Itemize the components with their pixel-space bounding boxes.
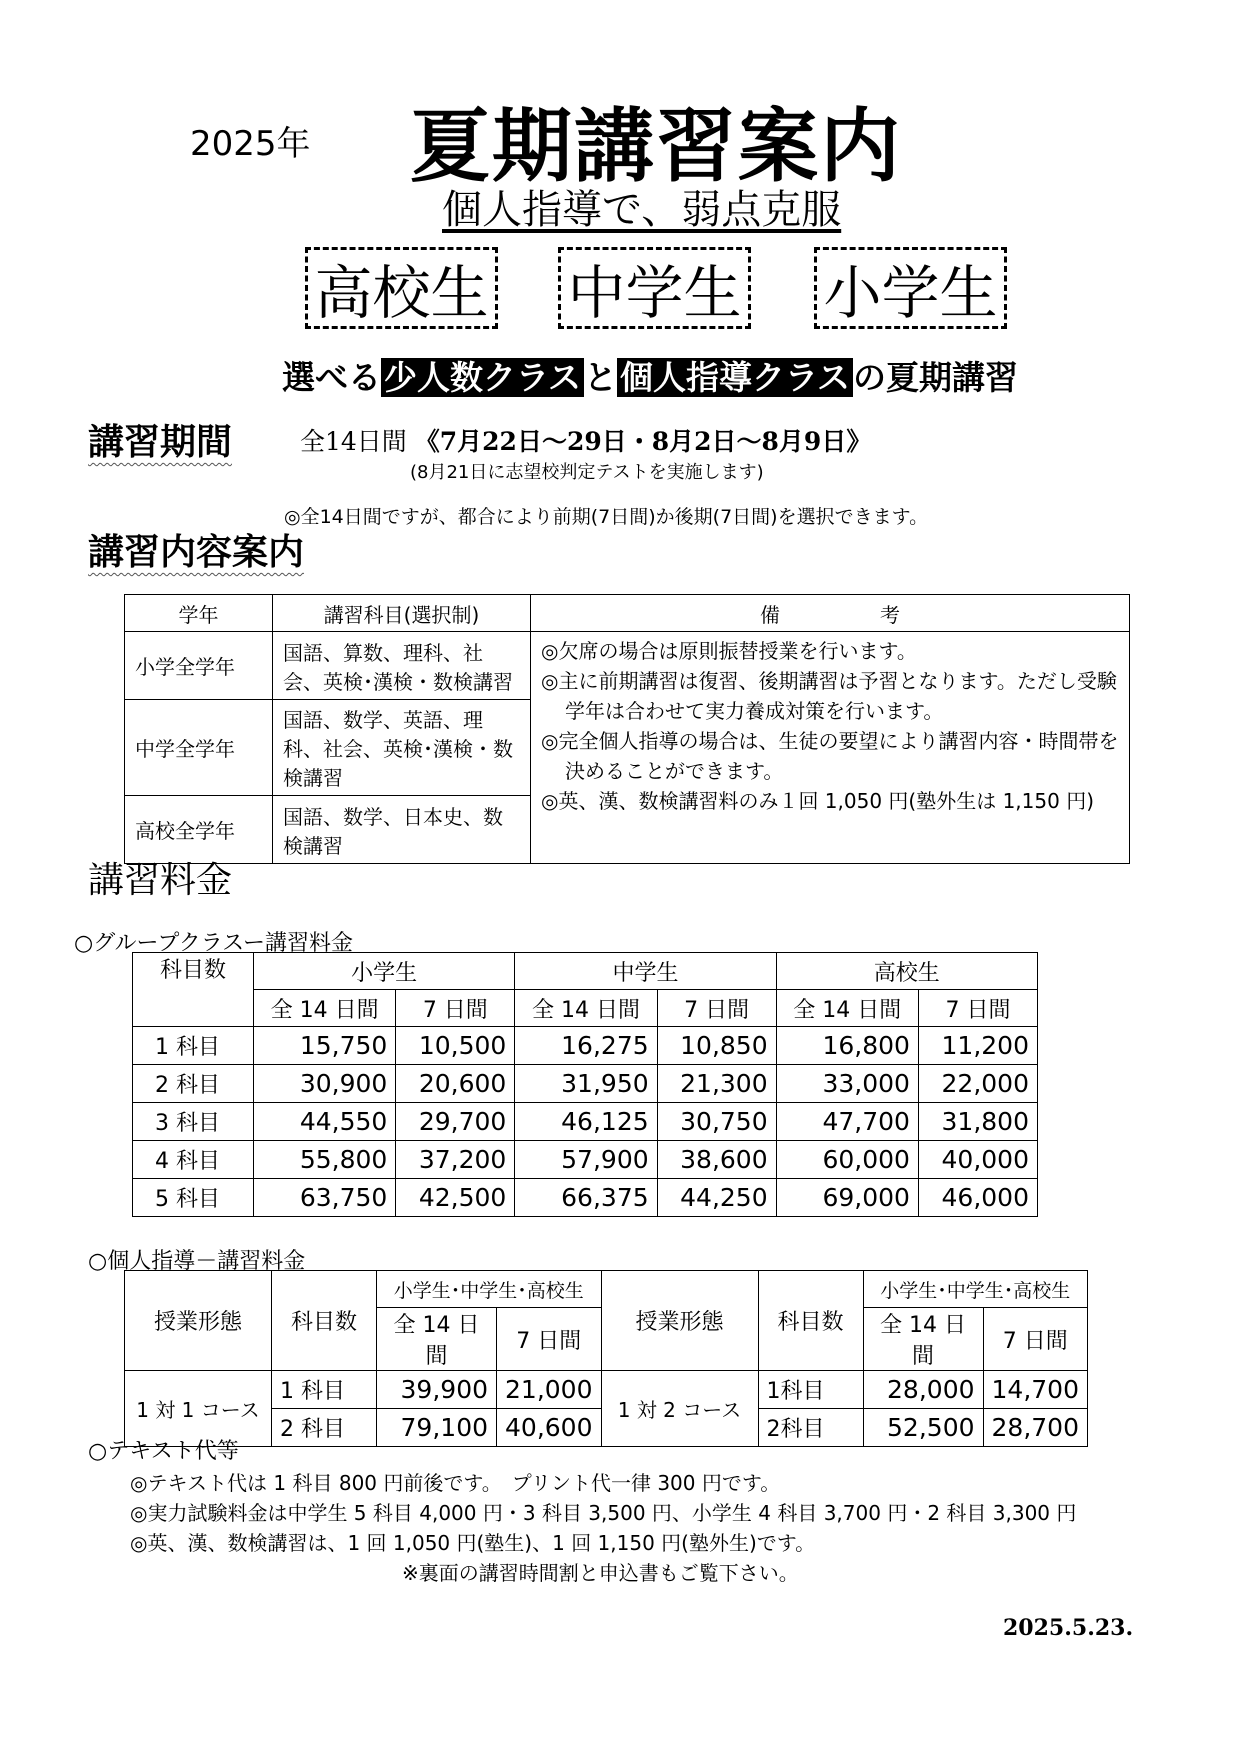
remark-item: ◎完全個人指導の場合は、生徒の要望により講習内容・時間帯を決めることができます。 (541, 729, 1119, 783)
period-days: 全14日間 (300, 427, 407, 456)
fee-cell: 30,900 (254, 1065, 396, 1103)
form-header: 授業形態 (125, 1271, 272, 1371)
fee-cell: 31,950 (515, 1065, 657, 1103)
period-header: 全 14 日間 (377, 1308, 497, 1371)
group-fee-table (132, 952, 1038, 1217)
subtitle-post: の夏期講習 (853, 358, 1019, 397)
remark-item: ◎主に前期講習は復習、後期講習は予習となります。ただし受験学年は合わせて実力養成対策を行います。 (541, 669, 1117, 723)
subjects-cell: 国語、数学、英語、理科、社会、英検･漢検・数検講習 (273, 700, 531, 796)
course-1to2: 1 対 2 コース (601, 1371, 758, 1447)
individual-fee-table (124, 1270, 1088, 1447)
fees-heading: 講習料金 (88, 860, 233, 901)
corner-header: 科目数 (133, 953, 254, 1027)
fee-cell: 40,000 (918, 1141, 1037, 1179)
remark-item: ◎英、漢、数検講習料のみ１回 1,050 円(塾外生は 1,150 円) (541, 789, 1094, 813)
period-header: 全 14 日間 (515, 990, 657, 1027)
subtitle-pre: 選べる (282, 358, 381, 397)
fee-cell: 60,000 (776, 1141, 918, 1179)
table-row (133, 1179, 1038, 1217)
subject-count: 3 科目 (133, 1103, 254, 1141)
fee-cell: 37,200 (396, 1141, 515, 1179)
note-line: ◎テキスト代は 1 科目 800 円前後です。 プリント代一律 300 円です。 (130, 1471, 781, 1495)
period-note: (8月21日に志望校判定テストを実施します) (410, 462, 764, 483)
text-fee-label: ○テキスト代等 (88, 1439, 239, 1464)
fee-cell: 42,500 (396, 1179, 515, 1217)
fee-cell: 16,275 (515, 1027, 657, 1065)
count-header: 科目数 (272, 1271, 377, 1371)
subject-count: 2 科目 (272, 1409, 377, 1447)
period-header: 7 日間 (497, 1308, 601, 1371)
tagline: 個人指導で、弱点克服 (442, 187, 842, 233)
subtitle (282, 352, 1018, 399)
subtitle-highlight-individual: 個人指導クラス (617, 358, 853, 397)
grade-box-high: 高校生 (305, 247, 498, 329)
grade-cell: 中学全学年 (125, 700, 273, 796)
level-header: 小学生･中学生･高校生 (863, 1271, 1088, 1308)
remark-item: ◎欠席の場合は原則振替授業を行います。 (541, 639, 917, 663)
subject-count: 1 科目 (272, 1371, 377, 1409)
subject-count: 2 科目 (133, 1065, 254, 1103)
period-range (300, 422, 871, 458)
issue-date: 2025.5.23. (1003, 1615, 1134, 1641)
fee-cell: 30,750 (657, 1103, 776, 1141)
note-line: ◎実力試験料金は中学生 5 科目 4,000 円・3 科目 3,500 円、小学生 4 科目 3,700 円・2 科目 3,300 円 (130, 1501, 1077, 1525)
col-remarks: 備 考 (531, 595, 1130, 632)
level-header: 高校生 (776, 953, 1037, 990)
fee-cell: 29,700 (396, 1103, 515, 1141)
grade-cell: 高校全学年 (125, 796, 273, 864)
subtitle-mid: と (584, 358, 618, 397)
footnote: ※裏面の講習時間割と申込書もご覧下さい。 (402, 1561, 799, 1585)
fee-cell: 40,600 (497, 1409, 601, 1447)
col-grade: 学年 (125, 595, 273, 632)
count-header: 科目数 (758, 1271, 863, 1371)
fee-cell: 63,750 (254, 1179, 396, 1217)
group-fee-label: ○グループクラスー講習料金 (74, 931, 354, 956)
fee-cell: 15,750 (254, 1027, 396, 1065)
page-title: 夏期講習案内 (410, 100, 902, 193)
level-header: 中学生 (515, 953, 776, 990)
fee-cell: 11,200 (918, 1027, 1037, 1065)
course-1to1: 1 対 1 コース (125, 1371, 272, 1447)
period-dates: 《7月22日～29日・8月2日～8月9日》 (414, 427, 872, 456)
subject-count: 1科目 (758, 1371, 863, 1409)
fee-cell: 66,375 (515, 1179, 657, 1217)
table-row (133, 1103, 1038, 1141)
grade-box-elementary: 小学生 (814, 247, 1007, 329)
fee-cell: 39,900 (377, 1371, 497, 1409)
table-row (133, 1141, 1038, 1179)
fee-cell: 33,000 (776, 1065, 918, 1103)
fee-cell: 38,600 (657, 1141, 776, 1179)
period-header: 7 日間 (983, 1308, 1087, 1371)
fee-cell: 46,000 (918, 1179, 1037, 1217)
fee-cell: 31,800 (918, 1103, 1037, 1141)
subtitle-highlight-small-class: 少人数クラス (381, 358, 584, 397)
fee-cell: 14,700 (983, 1371, 1087, 1409)
fee-cell: 57,900 (515, 1141, 657, 1179)
fee-cell: 69,000 (776, 1179, 918, 1217)
remarks-cell (531, 632, 1130, 864)
fee-cell: 10,500 (396, 1027, 515, 1065)
level-header: 小学生 (254, 953, 515, 990)
fee-cell: 52,500 (863, 1409, 983, 1447)
fee-cell: 55,800 (254, 1141, 396, 1179)
fee-cell: 21,300 (657, 1065, 776, 1103)
fee-cell: 47,700 (776, 1103, 918, 1141)
fee-cell: 20,600 (396, 1065, 515, 1103)
table-row (133, 1027, 1038, 1065)
fee-cell: 28,700 (983, 1409, 1087, 1447)
subjects-cell: 国語、算数、理科、社会、英検･漢検・数検講習 (273, 632, 531, 700)
fee-cell: 28,000 (863, 1371, 983, 1409)
note-line: ◎英、漢、数検講習は、1 回 1,050 円(塾生)、1 回 1,150 円(塾外生)です。 (130, 1531, 816, 1555)
subject-count: 5 科目 (133, 1179, 254, 1217)
subject-count: 2科目 (758, 1409, 863, 1447)
grade-cell: 小学全学年 (125, 632, 273, 700)
fee-cell: 46,125 (515, 1103, 657, 1141)
col-subjects: 講習科目(選択制) (273, 595, 531, 632)
subject-count: 1 科目 (133, 1027, 254, 1065)
period-heading: 講習期間 (88, 422, 233, 463)
fee-cell: 16,800 (776, 1027, 918, 1065)
text-fee-notes (130, 1468, 1076, 1588)
content-heading: 講習内容案内 (88, 532, 305, 573)
content-table (124, 594, 1130, 864)
fee-cell: 44,250 (657, 1179, 776, 1217)
period-header: 全 14 日間 (776, 990, 918, 1027)
level-header: 小学生･中学生･高校生 (377, 1271, 602, 1308)
period-header: 全 14 日間 (863, 1308, 983, 1371)
period-choice-note: ◎全14日間ですが、都合により前期(7日間)か後期(7日間)を選択できます。 (284, 506, 929, 528)
fee-cell: 44,550 (254, 1103, 396, 1141)
form-header: 授業形態 (601, 1271, 758, 1371)
subject-count: 4 科目 (133, 1141, 254, 1179)
individual-fee-label: ○個人指導－講習料金 (88, 1249, 306, 1274)
period-header: 7 日間 (657, 990, 776, 1027)
table-row (125, 1371, 1088, 1409)
period-header: 7 日間 (918, 990, 1037, 1027)
fee-cell: 22,000 (918, 1065, 1037, 1103)
fee-cell: 79,100 (377, 1409, 497, 1447)
period-header: 7 日間 (396, 990, 515, 1027)
fee-cell: 21,000 (497, 1371, 601, 1409)
subjects-cell: 国語、数学、日本史、数検講習 (273, 796, 531, 864)
table-row (133, 1065, 1038, 1103)
fee-cell: 10,850 (657, 1027, 776, 1065)
year-label: 2025年 (190, 124, 311, 164)
period-header: 全 14 日間 (254, 990, 396, 1027)
grade-box-middle: 中学生 (558, 247, 751, 329)
